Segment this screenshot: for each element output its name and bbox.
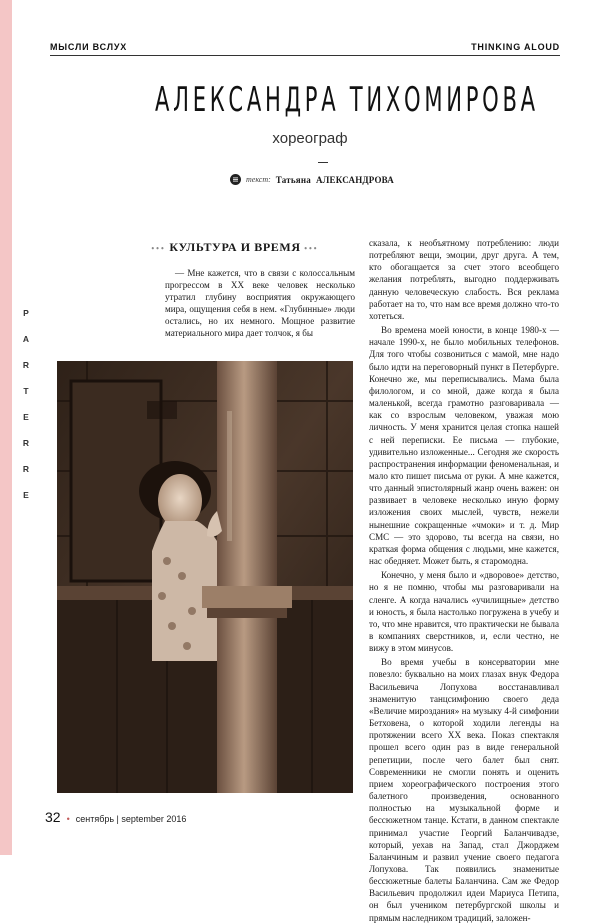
rubric-letter: E [23, 490, 29, 500]
page-edge-stripe [0, 0, 12, 855]
section-label-english: THINKING ALOUD [471, 42, 560, 52]
article-title: АЛЕКСАНДРА ТИХОМИРОВА [155, 80, 539, 120]
article-subtitle: хореограф [272, 130, 348, 147]
body-paragraph: Во времена моей юности, в конце 1980-х — начале 1990-х, не было мобильных телефонов. Для того чтобы созвониться с мамой, мне надо было идти на переговорный пункт в Петербурге. Конечно же, мы переписывались. Мама была филологом, и со мной, даже когда я была маленькой, всегда грамотно разговаривала — как со взрослым человеком, уважая мою личность. У меня хранится целая стопка нашей с ней переписки. Ее письма — глубокие, удивительно изложенные... Сегодня же скорость распространения информации феноменальная, и мало кто пишет письма от руки. А мне кажется, что данный эпистолярный жанр очень важен: он развивает в человеке несколько иную форму изложения своих мыслей, чувств, нежели нынешние сокращенные «чмоки» и т. д. Мир СМС — это здорово, ты всегда на связи, но краткая форма общения с людьми, мне кажется, нас обедняет. Может быть, я старомодна. [369, 325, 559, 567]
heading-dots-right: ••• [304, 244, 319, 253]
footer-bullet: • [66, 814, 70, 824]
page-footer [45, 809, 186, 825]
byline-prefix: текст: [246, 175, 271, 184]
byline-author-last: АЛЕКСАНДРОВА [315, 174, 394, 185]
issue-date: сентябрь | september 2016 [75, 814, 187, 824]
byline-author-first: Татьяна [275, 174, 311, 185]
rubric-letter: R [22, 438, 30, 448]
header-rule [50, 55, 560, 56]
document-icon [230, 174, 241, 185]
section-heading-text: КУЛЬТУРА И ВРЕМЯ [169, 240, 301, 254]
heading-dots-left: ••• [151, 244, 166, 253]
rubric-letter: P [23, 308, 29, 318]
byline [230, 174, 394, 185]
body-column-right [369, 237, 559, 923]
body-column-left: — Мне кажется, что в связи с колоссальным прогрессом в XX веке человек несколько утратил глубину восприятия окружающего мира, ощущения себя в нем. «Глубинные» люди остались, но их немного. Мощное развитие материального мира дает толчок, я бы [165, 268, 355, 338]
section-heading [120, 240, 350, 255]
body-paragraph: сказала, к необъятному потреблению: люди потребляют вещи, эмоции, друг друга. А тем, кто обогащается за счет этого всеобщего желания потреблять, выгодно поддерживать данную человеческую слабость. Вся реклама работает на то, что нам все время должно что-то хотеться. [369, 238, 559, 321]
rubric-letter: R [22, 464, 30, 474]
rubric-letter: E [23, 412, 29, 422]
rubric-letter: R [22, 360, 30, 370]
section-label: МЫСЛИ ВСЛУХ [50, 42, 128, 52]
rubric-letter: A [22, 334, 30, 344]
page-number: 32 [45, 809, 61, 825]
rubric-letter: T [23, 386, 29, 396]
portrait-photo [57, 361, 353, 793]
body-paragraph: Во время учебы в консерватории мне повезло: буквально на моих глазах внук Федора Васильевича Лопухова восстанавливал знаменитую танцсимфонию своего деда «Величие мироздания» на музыку 4-й симфонии Бетховена, о которой ходили легенды на протяжении всего XX века. Показ спектакля прошел всего один раз в виде генеральной репетиции, после чего балет был снят. Современники не смогли понять и оценить прием хореографического построения этого балетного произведения, основанного полностью на музыкальной форме и бессюжетном танце. Кстати, в данном спектакле принимал участие Георгий Баланчивадзе, который, уехав на Запад, стал Джорджем Баланчиным и развил учение своего педагога Лопухова. Так появились знаменитые бессюжетные балеты Баланчина. Сам же Федор Васильевич продолжил идеи Мариуса Петипа, он был учеником петербургской школы и прямым наследником традиций, заложен- [369, 657, 559, 923]
vertical-rubric [20, 300, 32, 508]
body-paragraph: Конечно, у меня было и «дворовое» детство, но я не помню, чтобы мы разговаривали на сленге. А когда начались «училищные» детство и юность, я была настолько погружена в учебу и то, что мне нравится, что практически не бывала в компаниях сверстников, и, если честно, не вижу в этом минусов. [369, 570, 559, 654]
title-divider [318, 162, 328, 163]
